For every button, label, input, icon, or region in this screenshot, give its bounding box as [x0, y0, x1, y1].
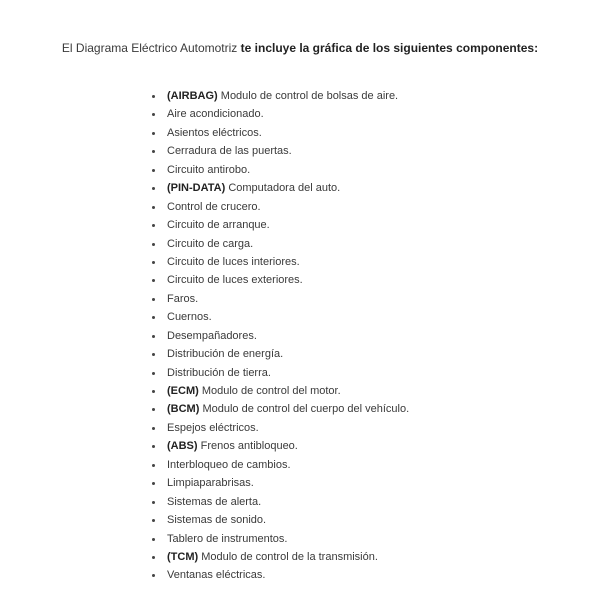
component-text: Sistemas de alerta. — [167, 495, 262, 508]
component-text: Interbloqueo de cambios. — [167, 458, 291, 471]
bullet-icon — [152, 335, 155, 338]
bullet-icon — [152, 187, 155, 190]
bullet-icon — [152, 169, 155, 172]
list-item — [150, 216, 570, 234]
bullet-icon — [152, 482, 155, 485]
intro-bold-text: te incluye la gráfica de los siguientes componentes: — [240, 41, 539, 55]
component-text: Modulo de control de la transmisión. — [201, 550, 378, 563]
bullet-icon — [152, 390, 155, 393]
component-text: Cuernos. — [167, 311, 212, 324]
bullet-icon — [152, 95, 155, 98]
list-item — [150, 124, 570, 142]
bullet-icon — [152, 261, 155, 264]
list-item — [150, 456, 570, 474]
list-item — [150, 364, 570, 382]
component-text: Faros. — [167, 292, 199, 305]
list-item — [150, 290, 570, 308]
component-text: Computadora del auto. — [228, 182, 341, 195]
list-item — [150, 87, 570, 105]
component-text: Ventanas eléctricas. — [167, 569, 266, 582]
component-text: Distribución de energía. — [167, 348, 284, 361]
component-code: (BCM) — [167, 403, 200, 416]
bullet-icon — [152, 113, 155, 116]
bullet-icon — [152, 316, 155, 319]
bullet-icon — [152, 132, 155, 135]
list-item — [150, 345, 570, 363]
list-item — [150, 511, 570, 529]
component-text: Circuito antirobo. — [167, 163, 251, 176]
component-text: Control de crucero. — [167, 200, 261, 213]
bullet-icon — [152, 519, 155, 522]
bullet-icon — [152, 538, 155, 541]
component-text: Limpiaparabrisas. — [167, 477, 254, 490]
component-code: (TCM) — [167, 550, 199, 563]
component-code: (ABS) — [167, 440, 198, 453]
list-item — [150, 142, 570, 160]
bullet-icon — [152, 574, 155, 577]
component-code: (ECM) — [167, 385, 199, 397]
list-item — [150, 105, 570, 123]
bullet-icon — [152, 224, 155, 227]
bullet-icon — [152, 501, 155, 504]
list-item — [150, 308, 570, 326]
list-item — [150, 179, 570, 197]
component-text: Desempañadores. — [167, 329, 257, 342]
bullet-icon — [152, 353, 155, 356]
component-text: Distribución de tierra. — [167, 366, 271, 379]
intro-paragraph — [60, 40, 540, 56]
component-text: Espejos eléctricos. — [167, 421, 259, 434]
component-code: (AIRBAG) — [167, 90, 218, 102]
list-item — [150, 474, 570, 492]
component-code: (PIN-DATA) — [167, 182, 226, 195]
components-list — [150, 87, 570, 585]
bullet-icon — [152, 372, 155, 375]
component-text: Circuito de arranque. — [167, 219, 270, 232]
bullet-icon — [152, 427, 155, 430]
component-text: Aire acondicionado. — [167, 108, 264, 121]
list-item — [150, 548, 570, 566]
list-item — [150, 419, 570, 437]
bullet-icon — [152, 279, 155, 282]
component-text: Modulo de control del cuerpo del vehículo. — [202, 403, 410, 416]
list-item — [150, 327, 570, 345]
list-item — [150, 566, 570, 584]
list-item — [150, 400, 570, 418]
bullet-icon — [152, 206, 155, 209]
component-text: Frenos antibloqueo. — [200, 440, 298, 453]
list-item — [150, 235, 570, 253]
component-text: Sistemas de sonido. — [167, 514, 267, 527]
component-text: Modulo de control del motor. — [201, 385, 341, 397]
bullet-icon — [152, 408, 155, 411]
component-text: Cerradura de las puertas. — [167, 145, 292, 158]
component-text: Circuito de luces exteriores. — [167, 274, 303, 287]
list-item — [150, 437, 570, 455]
list-item — [150, 198, 570, 216]
list-item — [150, 493, 570, 511]
component-text: Modulo de control de bolsas de aire. — [220, 90, 399, 102]
list-item — [150, 253, 570, 271]
component-text: Tablero de instrumentos. — [167, 532, 288, 545]
bullet-icon — [152, 445, 155, 448]
bullet-icon — [152, 243, 155, 246]
bullet-icon — [152, 298, 155, 301]
bullet-icon — [152, 464, 155, 467]
component-text: Circuito de carga. — [167, 237, 254, 250]
component-text: Circuito de luces interiores. — [167, 255, 300, 268]
intro-plain-text: El Diagrama Eléctrico Automotriz — [61, 41, 238, 55]
list-item — [150, 161, 570, 179]
bullet-icon — [152, 150, 155, 153]
list-item — [150, 530, 570, 548]
bullet-icon — [152, 556, 155, 559]
list-item — [150, 271, 570, 289]
component-text: Asientos eléctricos. — [167, 126, 262, 139]
list-item — [150, 382, 570, 400]
